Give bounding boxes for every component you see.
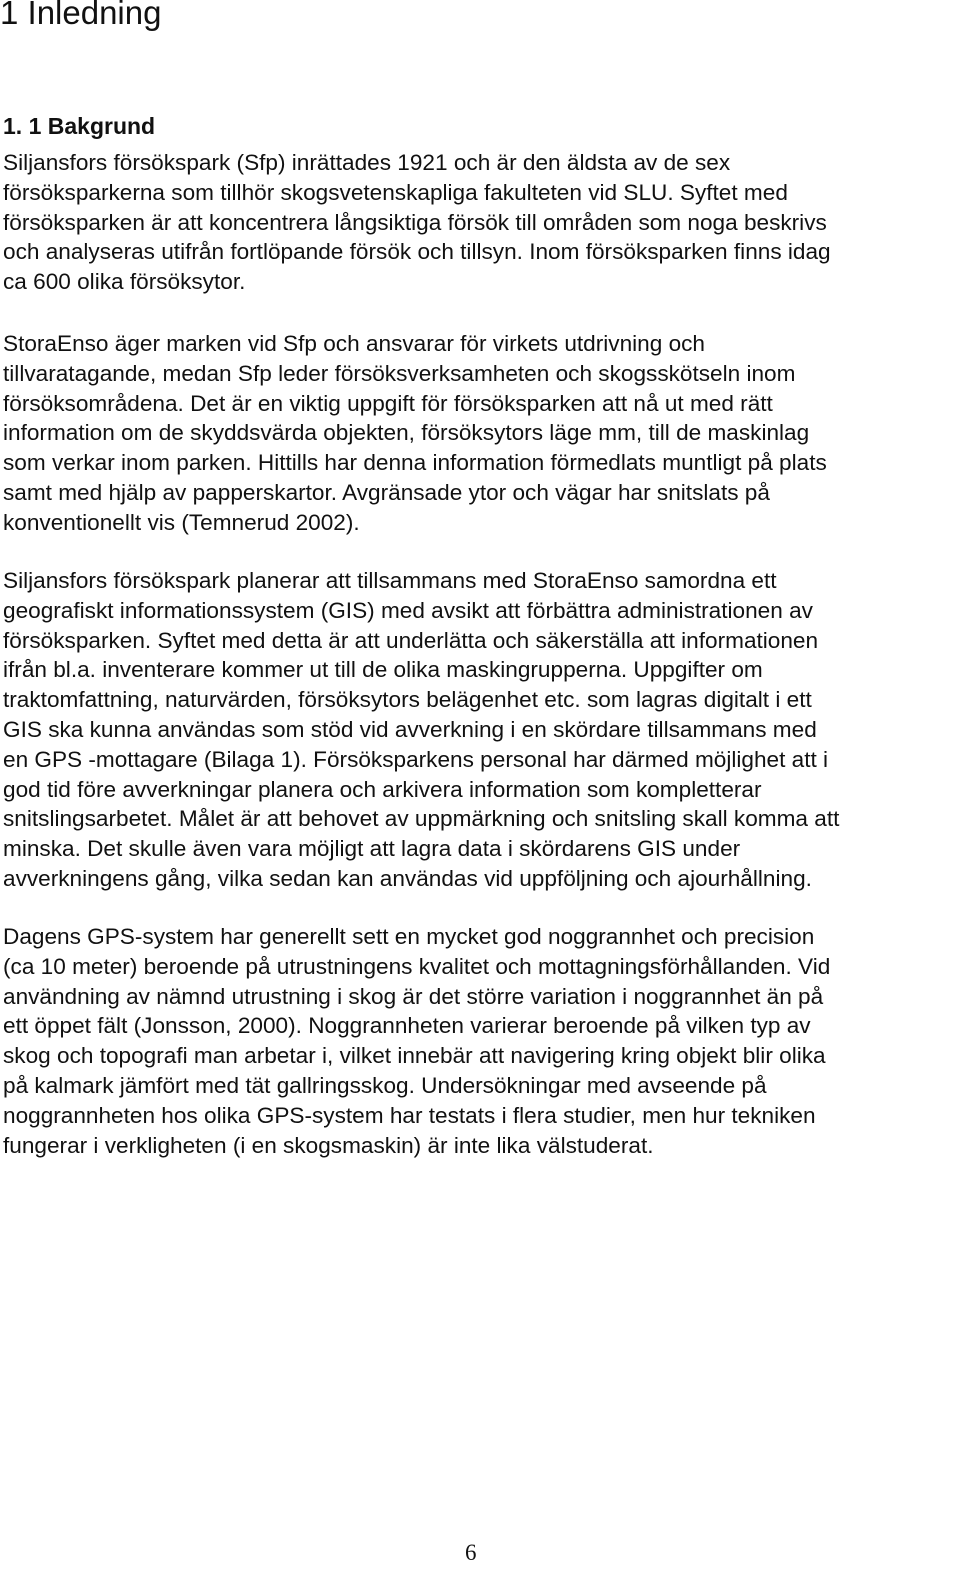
paragraph-gps-accuracy [3, 922, 830, 1160]
paragraph-line: försöksområdena. Det är en viktig uppgift för försöksparken att nå ut med rätt [3, 390, 773, 416]
paragraph-line: en GPS -mottagare (Bilaga 1). Försöksparkens personal har därmed möjlighet att i [3, 746, 829, 772]
paragraph-line: som verkar inom parken. Hittills har denna information förmedlats muntligt på plats [3, 450, 827, 476]
paragraph-line: tillvaratagande, medan Sfp leder försöksverksamheten och skogsskötseln inom [3, 360, 796, 386]
paragraph-line: konventionellt vis (Temnerud 2002). [3, 509, 360, 535]
paragraph-line: försöksparkerna som tillhör skogsvetenskapliga fakulteten vid SLU. Syftet med [3, 179, 788, 205]
paragraph-line: skog och topografi man arbetar i, vilket innebär att navigering kring objekt blir olika [3, 1043, 826, 1069]
paragraph-line: användning av nämnd utrustning i skog är det större variation i noggrannhet än på [3, 983, 824, 1009]
paragraph-gis-plan [3, 566, 839, 894]
paragraph-line: Dagens GPS-system har generellt sett en mycket god noggrannhet och precision [3, 924, 815, 949]
paragraph-line: StoraEnso äger marken vid Sfp och ansvarar för virkets utdrivning och [3, 331, 705, 356]
paragraph-storaenso [3, 329, 827, 538]
paragraph-line: minska. Det skulle även vara möjligt att lagra data i skördarens GIS under [3, 836, 741, 862]
paragraph-line: fungerar i verkligheten (i en skogsmaskin) är inte lika välstuderat. [3, 1132, 654, 1158]
paragraph-line: försöksparken är att koncentrera långsiktiga försök till områden som noga beskrivs [3, 209, 827, 235]
paragraph-line: (ca 10 meter) beroende på utrustningens kvalitet och mottagningsförhållanden. Vid [3, 953, 831, 979]
paragraph-line: snitslingsarbetet. Målet är att behovet av uppmärkning och snitsling skall komma att [3, 806, 840, 832]
paragraph-line: samt med hjälp av papperskartor. Avgränsade ytor och vägar har snitslats på [3, 479, 770, 505]
paragraph-line: ca 600 olika försöksytor. [3, 269, 246, 295]
paragraph-line: geografiskt informationssystem (GIS) med avsikt att förbättra administrationen av [3, 597, 813, 623]
paragraph-line: traktomfattning, naturvärden, försöksytors belägenhet etc. som lagras digitalt i ett [3, 687, 812, 713]
paragraph-line: ett öppet fält (Jonsson, 2000). Noggrannheten varierar beroende på vilken typ av [3, 1013, 811, 1039]
paragraph-line: Siljansfors försökspark (Sfp) inrättades 1921 och är den äldsta av de sex [3, 150, 731, 175]
page-number: 6 [465, 1540, 477, 1565]
paragraph-line: information om de skyddsvärda objekten, försöksytors läge mm, till de maskinlag [3, 420, 810, 446]
paragraph-line: ifrån bl.a. inventerare kommer ut till de olika maskingrupperna. Uppgifter om [3, 657, 763, 683]
paragraph-line: försöksparken. Syftet med detta är att underlätta och säkerställa att informationen [3, 627, 819, 653]
paragraph-line: avverkningens gång, vilka sedan kan användas vid uppföljning och ajourhållning. [3, 865, 812, 891]
paragraph-background [3, 148, 831, 297]
section-heading: 1. 1 Bakgrund [3, 113, 156, 139]
paragraph-line: Siljansfors försökspark planerar att tillsammans med StoraEnso samordna ett [3, 568, 777, 593]
paragraph-line: GIS ska kunna användas som stöd vid avverkning i en skördare tillsammans med [3, 716, 817, 742]
paragraph-line: på kalmark jämfört med tät gallringsskog. Undersökningar med avseende på [3, 1072, 767, 1098]
paragraph-line: noggrannheten hos olika GPS-system har testats i flera studier, men hur tekniken [3, 1102, 816, 1128]
chapter-heading: 1 Inledning [0, 0, 162, 31]
paragraph-line: och analyseras utifrån fortlöpande försök och tillsyn. Inom försöksparken finns idag [3, 239, 831, 265]
paragraph-line: god tid före avverkningar planera och arkivera information som kompletterar [3, 776, 762, 802]
